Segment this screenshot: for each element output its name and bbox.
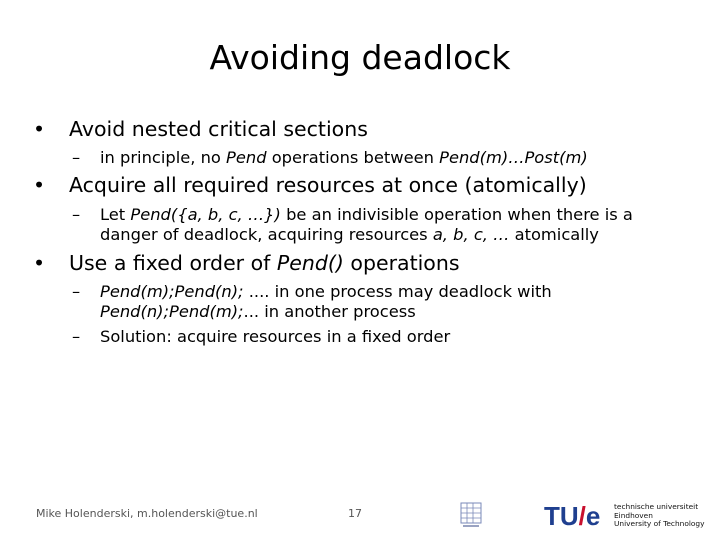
bullet-marker: • — [33, 251, 46, 275]
bullet-1 — [33, 116, 368, 142]
sub-bullet-marker: – — [72, 205, 81, 224]
tue-logo-line-1: technische universiteit — [614, 502, 699, 511]
bullet-3-sub-1-text-1: Pend(m);Pend(n); .... in one process may deadlock with — [100, 282, 552, 301]
university-crest-icon — [458, 500, 484, 530]
bullet-3-text: Use a fixed order of Pend() operations — [69, 251, 460, 275]
footer-author: Mike Holenderski, m.holenderski@tue.nl — [36, 507, 258, 520]
tue-logo-mark-text: TU/e — [544, 501, 601, 531]
bullet-marker: • — [33, 117, 46, 141]
sub-bullet-marker: – — [72, 327, 81, 346]
bullet-2-sub-1-text-2: danger of deadlock, acquiring resources a, b, c, … atomically — [100, 225, 599, 244]
bullet-2 — [33, 172, 587, 198]
bullet-marker: • — [33, 173, 46, 197]
tue-logo-line-3: University of Technology — [614, 519, 705, 529]
bullet-1-sub-1-text: in principle, no Pend operations between Pend(m)…Post(m) — [100, 148, 588, 167]
tue-logo-text — [614, 503, 705, 529]
bullet-3 — [33, 250, 460, 276]
sub-bullet-marker: – — [72, 148, 81, 167]
sub-bullet-marker: – — [72, 282, 81, 301]
bullet-2-text: Acquire all required resources at once (atomically) — [69, 173, 587, 197]
tue-logo-line-2: Eindhoven — [614, 510, 653, 520]
bullet-1-text: Avoid nested critical sections — [69, 117, 368, 141]
slide-title: Avoiding deadlock — [209, 38, 511, 77]
page-number: 17 — [348, 507, 362, 520]
bullet-3-sub-1-text-2: Pend(n);Pend(m);... in another process — [100, 302, 416, 321]
bullet-2-sub-1-text-1: Let Pend({a, b, c, …}) be an indivisible operation when there is a — [100, 205, 633, 224]
bullet-3-sub-2-text: Solution: acquire resources in a fixed order — [100, 327, 451, 346]
